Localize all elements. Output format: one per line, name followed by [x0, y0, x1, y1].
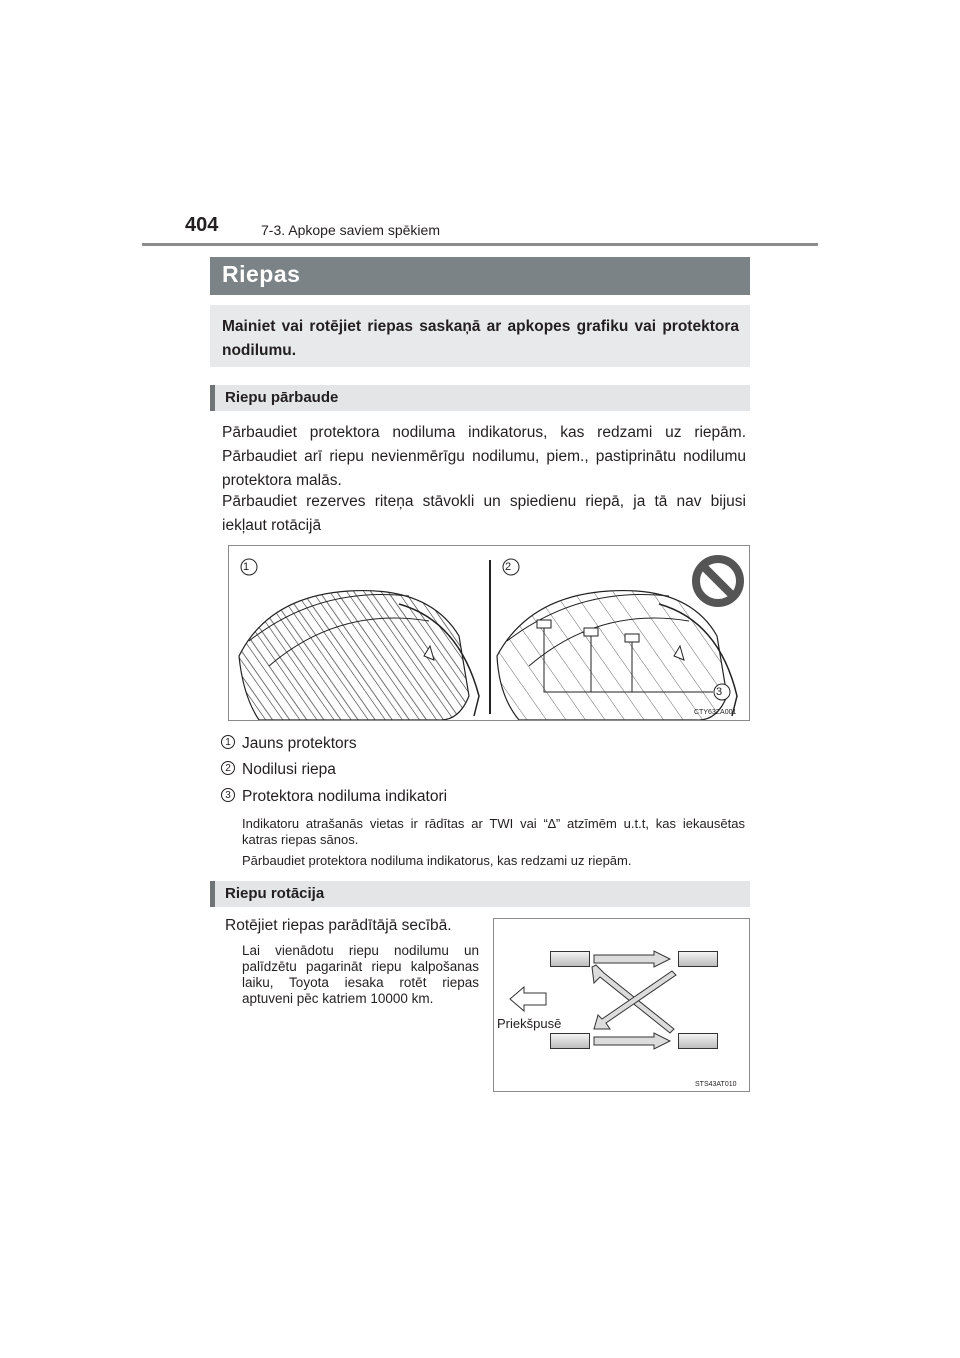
- worn-tire: [497, 591, 737, 720]
- legend-badge-2: 2: [221, 761, 235, 775]
- rotation-figure-code: STS43AT010: [695, 1081, 737, 1088]
- section-title-bar: [210, 257, 750, 295]
- legend-badge-1: 1: [221, 735, 235, 749]
- no-entry-icon: [696, 559, 740, 603]
- rotation-figure: [493, 918, 750, 1092]
- heading-marker: [210, 385, 215, 411]
- legend-item-2: Nodilusi riepa: [242, 761, 336, 778]
- intro-text: Mainiet vai rotējiet riepas saskaņā ar apkopes grafiku vai protektora nodilumu.: [222, 318, 739, 359]
- indicator-note: Indikatoru atrašanās vietas ir rādītas ar TWI vai “∆” atzīmēm u.t.t, kas iekausētas katras riepas sānos.: [242, 816, 745, 847]
- callout-2: 2: [505, 561, 512, 573]
- front-label: Priekšpusē: [497, 1016, 562, 1031]
- rotation-note: Lai vienādotu riepu nodilumu un palīdzētu pagarināt riepu kalpošanas laiku, Toyota iesaka rotēt riepas aptuveni pēc katriem 10000 km.: [242, 943, 479, 1006]
- inspection-reminder: Pārbaudiet protektora nodiluma indikatorus, kas redzami uz riepām.: [242, 853, 632, 868]
- inspection-paragraph-2: Pārbaudiet rezerves riteņa stāvokli un spiedienu riepā, ja tā nav bijusi iekļaut rotācijā: [222, 493, 746, 534]
- legend-item-1: Jauns protektors: [242, 735, 357, 752]
- front-direction-arrow: [510, 987, 546, 1011]
- new-tread-tire: [239, 591, 479, 720]
- section-title: Riepas: [222, 261, 301, 287]
- intro-box: [210, 305, 750, 367]
- inspection-heading-bar: [210, 385, 750, 411]
- tread-wear-illustration: [229, 546, 749, 720]
- legend-badge-3: 3: [221, 788, 235, 802]
- inspection-heading: Riepu pārbaude: [225, 389, 339, 406]
- rotation-instruction: Rotējiet riepas parādītājā secībā.: [225, 917, 452, 934]
- page-number: 404: [185, 214, 219, 236]
- tread-wear-figure: [228, 545, 750, 721]
- legend-item-3: Protektora nodiluma indikatori: [242, 788, 448, 805]
- callout-1: 1: [243, 561, 250, 573]
- rotation-heading: Riepu rotācija: [225, 885, 325, 902]
- figure-code: CTY63ZA001: [694, 709, 737, 716]
- heading-marker: [210, 881, 215, 907]
- inspection-paragraph-1: Pārbaudiet protektora nodiluma indikatorus, kas redzami uz riepām. Pārbaudiet arī riepu nevienmērīgu nodilumu, piem., pastiprinātu nodilumu protektora malās.: [222, 424, 746, 489]
- header-rule: [142, 243, 818, 246]
- callout-3: 3: [716, 686, 723, 698]
- rotation-heading-bar: [210, 881, 750, 907]
- rotation-arrows: [494, 919, 749, 1091]
- running-head: 7-3. Apkope saviem spēkiem: [261, 222, 440, 238]
